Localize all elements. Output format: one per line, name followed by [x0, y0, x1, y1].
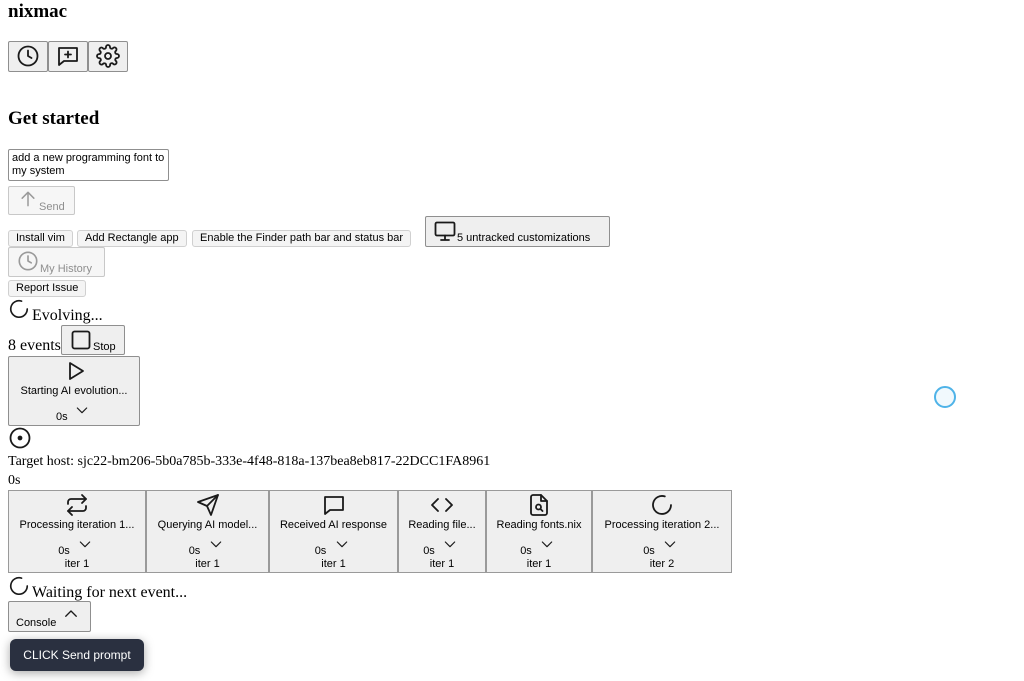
- event-duration: 0s: [188, 545, 201, 557]
- untracked-label: 5 untracked customizations: [457, 232, 591, 244]
- code-icon: [430, 493, 454, 517]
- suggestion-install-vim[interactable]: Install vim: [8, 230, 73, 247]
- event-label: Processing iteration 2...: [604, 519, 720, 531]
- event-duration: 0s: [423, 545, 435, 557]
- event-card[interactable]: [398, 490, 486, 573]
- event-label: Reading file...: [408, 519, 476, 531]
- chevron-down-icon: [74, 402, 90, 418]
- event-duration: 0s: [643, 545, 655, 557]
- event-iteration: iter 1: [526, 558, 552, 570]
- arrow-up-icon: [18, 189, 38, 209]
- chevron-down-icon: [334, 536, 350, 552]
- spinner-icon: [650, 493, 674, 517]
- event-label: Received AI response: [279, 519, 387, 531]
- event-duration: 0s: [520, 545, 532, 557]
- my-history-label: My History: [40, 263, 92, 275]
- event-iteration: iter 2: [649, 558, 675, 570]
- settings-button[interactable]: [88, 41, 128, 72]
- console-label: Console: [16, 617, 57, 629]
- clock-icon: [16, 44, 40, 68]
- action-toast: CLICK Send prompt: [10, 639, 144, 671]
- play-icon: [63, 359, 87, 383]
- page-heading: Get started: [8, 108, 100, 129]
- event-card[interactable]: [8, 490, 146, 573]
- console-toggle-button[interactable]: [8, 601, 91, 632]
- my-history-button[interactable]: [8, 247, 105, 277]
- evolution-status: Evolving...: [32, 307, 103, 324]
- chat-plus-icon: [56, 44, 80, 68]
- event-card[interactable]: [146, 490, 269, 573]
- event-label: Reading fonts.nix: [496, 519, 582, 531]
- event-iteration: iter 1: [64, 558, 90, 570]
- clock-icon: [17, 250, 39, 272]
- app-title: nixmac: [8, 1, 68, 22]
- report-issue-button[interactable]: Report Issue: [8, 280, 86, 297]
- stop-label: Stop: [93, 341, 116, 353]
- chevron-up-icon: [62, 605, 80, 623]
- target-icon: [8, 426, 32, 450]
- message-icon: [322, 493, 346, 517]
- new-chat-button[interactable]: [48, 41, 88, 72]
- event-duration: 0s: [314, 545, 327, 557]
- event-card-start[interactable]: [8, 356, 140, 426]
- event-iteration: iter 1: [321, 558, 346, 570]
- event-label: Querying AI model...: [157, 519, 258, 531]
- monitor-icon: [433, 219, 457, 243]
- event-card[interactable]: [269, 490, 398, 573]
- event-label: Starting AI evolution...: [20, 385, 128, 397]
- stop-button[interactable]: [61, 325, 125, 355]
- event-card[interactable]: [592, 490, 732, 573]
- event-iteration: iter 1: [195, 558, 220, 570]
- gear-icon: [96, 44, 120, 68]
- chevron-down-icon: [77, 536, 93, 552]
- send-icon: [196, 493, 220, 517]
- chevron-down-icon: [662, 536, 678, 552]
- send-button[interactable]: [8, 186, 75, 215]
- chevron-down-icon: [539, 536, 555, 552]
- chevron-down-icon: [208, 536, 224, 552]
- spinner-icon: [8, 575, 30, 597]
- suggestion-add-rectangle[interactable]: Add Rectangle app: [77, 230, 187, 247]
- untracked-customizations-button[interactable]: [425, 216, 610, 247]
- file-search-icon: [527, 493, 551, 517]
- spinner-icon: [8, 298, 30, 320]
- suggestion-finder-bars[interactable]: Enable the Finder path bar and status bar: [192, 230, 411, 247]
- event-label: Processing iteration 1...: [19, 519, 135, 531]
- history-button[interactable]: [8, 41, 48, 72]
- prompt-input[interactable]: add a new programming font to my system: [8, 149, 169, 181]
- chevron-down-icon: [442, 536, 458, 552]
- target-duration: 0s: [8, 473, 21, 488]
- repeat-icon: [65, 493, 89, 517]
- events-count: 8 events: [8, 337, 61, 354]
- stop-icon: [69, 328, 93, 352]
- waiting-status: Waiting for next event...: [32, 584, 188, 601]
- event-duration: 0s: [58, 545, 70, 557]
- target-host: Target host: sjc22-bm206-5b0a785b-333e-4f48-818a-137bea8eb817-22DCC1FA8961: [8, 454, 491, 469]
- event-duration: 0s: [56, 411, 68, 423]
- send-label: Send: [39, 201, 65, 213]
- cursor-indicator: [934, 386, 956, 408]
- event-iteration: iter 1: [429, 558, 455, 570]
- event-card[interactable]: [486, 490, 592, 573]
